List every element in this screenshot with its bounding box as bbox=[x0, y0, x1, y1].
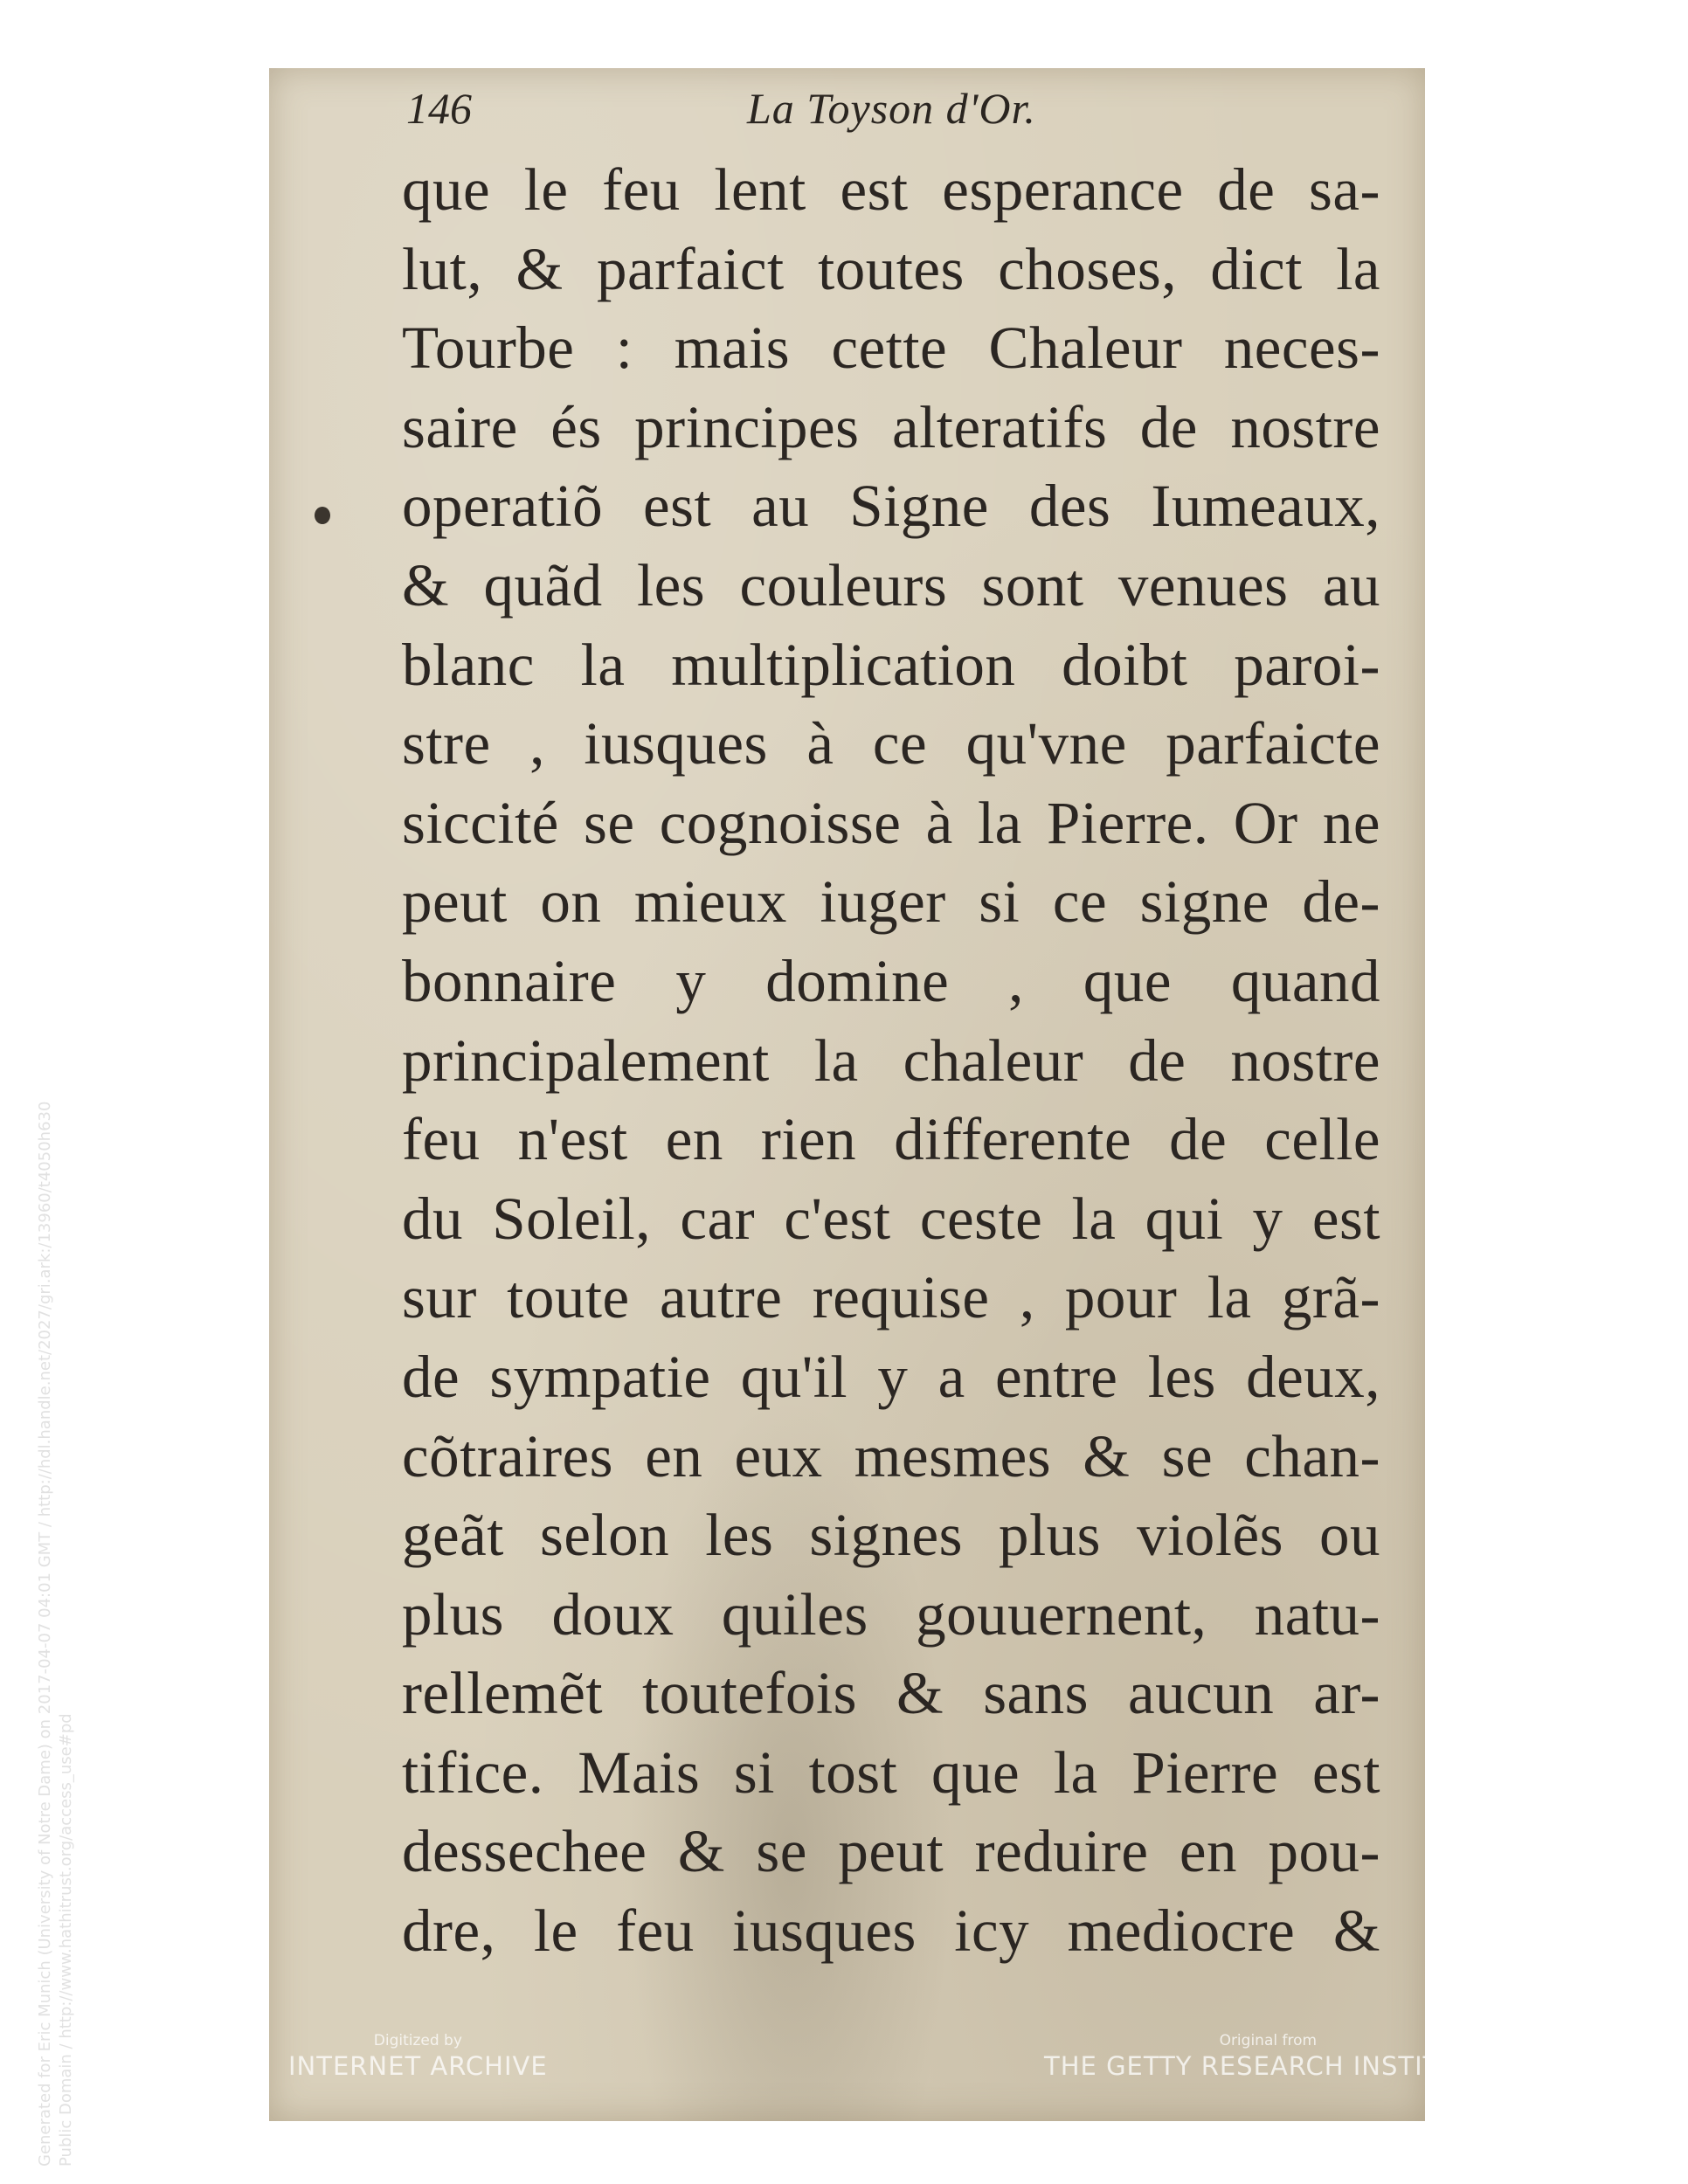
text-line: plus doux quiles gouuernent, natu- bbox=[402, 1580, 1380, 1648]
text-line: dessechee & se peut reduire en pou- bbox=[402, 1818, 1380, 1885]
watermark-line: Public Domain / http://www.hathitrust.org/access_use#pd bbox=[57, 1713, 75, 2167]
original-from-label: Original from bbox=[1219, 2032, 1318, 2049]
original-from-credit bbox=[1044, 2031, 1492, 2082]
text-line: geãt selon les signes plus violẽs ou bbox=[402, 1502, 1380, 1569]
text-line: operatiõ est au Signe des Iumeaux, bbox=[402, 473, 1380, 540]
text-line: peut on mieux iuger si ce signe de- bbox=[402, 868, 1380, 936]
watermark-line: Generated for Eric Munich (University of Notre Dame) on 2017-04-07 04:01 GMT / http://hdl.handle.net/2027/gri.ark:/13960/t4050h630 bbox=[36, 1101, 54, 2167]
ink-blot-mark bbox=[315, 507, 330, 524]
running-title: La Toyson d'Or. bbox=[747, 84, 1036, 133]
text-line: siccité se cognoisse à la Pierre. Or ne bbox=[402, 789, 1380, 856]
text-line: bonnaire y domine , que quand bbox=[402, 947, 1380, 1014]
source-institution: THE GETTY RESEARCH INSTITUTE bbox=[1044, 2051, 1492, 2081]
hathitrust-watermark bbox=[35, 1102, 77, 2167]
text-line: principalement la chaleur de nostre bbox=[402, 1026, 1380, 1094]
text-line: que le feu lent est esperance de sa- bbox=[402, 156, 1380, 223]
text-line: du Soleil, car c'est ceste la qui y est bbox=[402, 1185, 1380, 1252]
text-line: stre , iusques à ce qu'vne parfaicte bbox=[402, 710, 1380, 778]
text-line: saire és principes alteratifs de nostre bbox=[402, 393, 1380, 460]
digitized-by-label: Digitized by bbox=[373, 2032, 462, 2049]
text-line: tifice. Mais si tost que la Pierre est bbox=[402, 1738, 1380, 1806]
text-line: blanc la multiplication doibt paroi- bbox=[402, 631, 1380, 698]
page-number: 146 bbox=[406, 84, 472, 133]
text-line: & quãd les couleurs sont venues au bbox=[402, 551, 1380, 619]
text-line: rellemẽt toutefois & sans aucun ar- bbox=[402, 1660, 1380, 1727]
text-line: lut, & parfaict toutes choses, dict la bbox=[402, 235, 1380, 302]
text-line: de sympatie qu'il y a entre les deux, bbox=[402, 1343, 1380, 1410]
text-line: sur toute autre requise , pour la grã- bbox=[402, 1264, 1380, 1331]
running-head bbox=[406, 83, 1350, 153]
text-line: cõtraires en eux mesmes & se chan- bbox=[402, 1422, 1380, 1489]
text-line: Tourbe : mais cette Chaleur neces- bbox=[402, 314, 1380, 382]
digitizer-name: INTERNET ARCHIVE bbox=[288, 2051, 548, 2081]
digitized-by-credit bbox=[288, 2031, 548, 2082]
text-line: dre, le feu iusques icy mediocre & bbox=[402, 1897, 1380, 1965]
body-text bbox=[402, 150, 1380, 1971]
text-line: feu n'est en rien differente de celle bbox=[402, 1106, 1380, 1173]
